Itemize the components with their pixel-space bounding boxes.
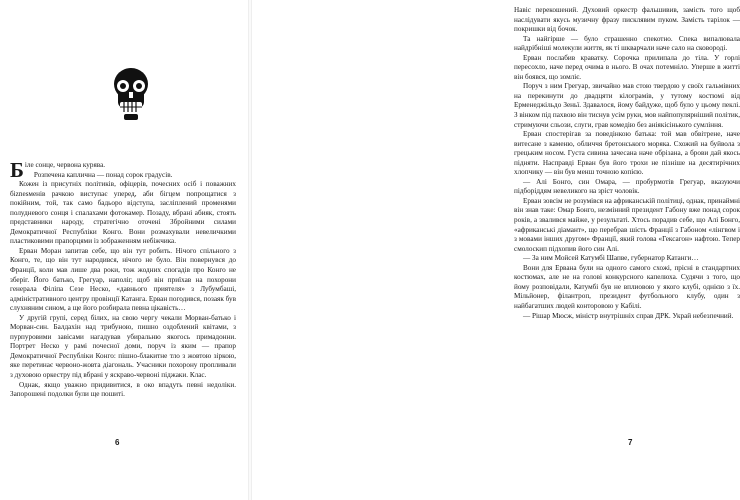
paragraph: У другій групі, серед білих, на свою чергу чекали Морван-батько і Морван-син. Балдахін над трибуною, пишно оздоблений квітами, з пурпуровими завісами нагадував убиральню якогось примадонни. Портрет Неско у рамі почесної доми, поруч із яким — прапор Демократичної Республіки Конго: пішно-блакитне тло з жовтою зіркою, яке перетинає червоно-жовта діагональ. Учасники похорону пропливали з духовою оркестру під вбрані у яскраво-червоні піджаки. Клас. [10,313,236,380]
paragraph: Поруч з ним Грегуар, звичайно мав стою твердою у своїх гальмівних на перекинути до двадцяти кілограмів, у тутому костюмі від Ерменеджільдо Зеньї. Здавалося, йому байдуже, щоб було у цьому пеклі. З вінком під пахвою він тиснув усім руки, мов найпопулярніший політик, стримуючи сльози, слуги, грав комедію без аніякісінького сумління. [514,82,740,129]
page-number-right: 7 [628,438,633,447]
dropcap: Б [10,158,24,182]
paragraph: Ерван послабив краватку. Сорочка прилипала до тіла. У горлі пересохло, наче перед очима в нього. В очах потемніло. Уперше в житті він боявся, що зомліє. [514,53,740,81]
left-text-column [10,158,236,400]
paragraph: Розпечена каплична — понад сорок градусів. [33,170,173,179]
paragraph: — За ним Мойсей Катумбі Шапве, губернатор Катанги… [523,254,699,263]
paragraph: Та найгірше — було страшенно спекотно. Спека випалювала найдрібніші молекули життя, як ті шкварчали наче сало на сковороді. [514,34,740,53]
paragraph: Навіс перекошений. Духовий оркестр фальшивив, замість того щоб наслідувати якусь музичну фразу писклявим пуком. Замість тарілок — покришки від бочок. [514,6,740,34]
paragraph: Однак, якщо уважно придивитися, в око впадуть певні недоліки. Запорошені подолки були ще пошиті. [10,380,236,399]
skull-icon [108,66,154,122]
left-page [0,0,250,500]
paragraph: — Рішар Мюсж, міністр внутрішніх справ ДРК. Украй небезпечний. [523,311,734,320]
page-number-left: 6 [115,438,120,447]
right-page [250,0,740,500]
right-text-column [514,6,740,321]
paragraph: — Алі Бонго, син Омара, — пробурмотів Грегуар, вказуючи підборіддям невеликого на зріст чоловік. [514,177,740,196]
paragraph: Ерван Моран запитав себе, що він тут робить. Нічого спільного з Конго, те, що він тут народився, нічого не було. Він повернувся до Франції, коли мав лише два роки, тож жодних спогадів про Конго не зберіг. Його батько, Грегуар, наполіг, щоб він приїхав на похорони генерала Філіпа Сезе Неско, «давнього приятеля» з Лубумбаші, адміністративного центру провінції Катанга. Ерван погодився, позаяк був слухняним сином, а ще його розбирала певна цікавість… [10,246,236,313]
opening-paragraph: Біле сонце, червона курява. [10,158,106,182]
paragraph: Ерван спостерігав за поведінкою батька: той мав обвітрене, наче витесане з каменю, обличчя бретонського моряка. Схожий на буйвола з грецьким носом. Густа сивина зачесана наче обрізана, а брови дай якось підняти. Насправді Ерван був його трохи не пізніше на десятирічних хлопчику — він був менш точною копією. [514,130,740,177]
paragraph: Кожен із присутніх політиків, офіцерів, почесних осіб і поважних біznesменів рачкою виступає уперед, аби бігцем попрощатися з покійним, той, так само бадьоро відступа, засліплений променями полудневого сонця і спалахами фотокамер. Позаду, вбрані абияк, стоять представники народу, стратегічно оточені Збройними силами Демократичної Республіки Конго. Вони розмахували невеличкими пластиковими прапорцями із зображенням небіжчика. [10,180,236,246]
paragraph: Ерван зовсім не розумівся на африканській політиці, однак, принаймні він знав таке: Омар Бонго, незмінний президент Габону вже понад сорок років, а звалився майже, у результаті. Хтось порадив себе, що Алі Бонго, «африканські діамант», що перебрав шість Франції з Габоном «лінгвом і з мовами інших другом» Франції, який голова «Гексагон» нафтою. Тепер смолоскип підхопив його син Алі. [514,196,740,253]
paragraph: Вони для Ервана були на одного самого схожі, прісні в стандартних костюмах, але не на голові конкурсного капелюха. Судячи з того, що йому розповідали, Катумбі був не вплиовою у якого клубі, однією з їх. Мільйонер, філантроп, президент футбольного клубу, один з найбагатших людей конторовою у Кабілі. [514,263,740,310]
